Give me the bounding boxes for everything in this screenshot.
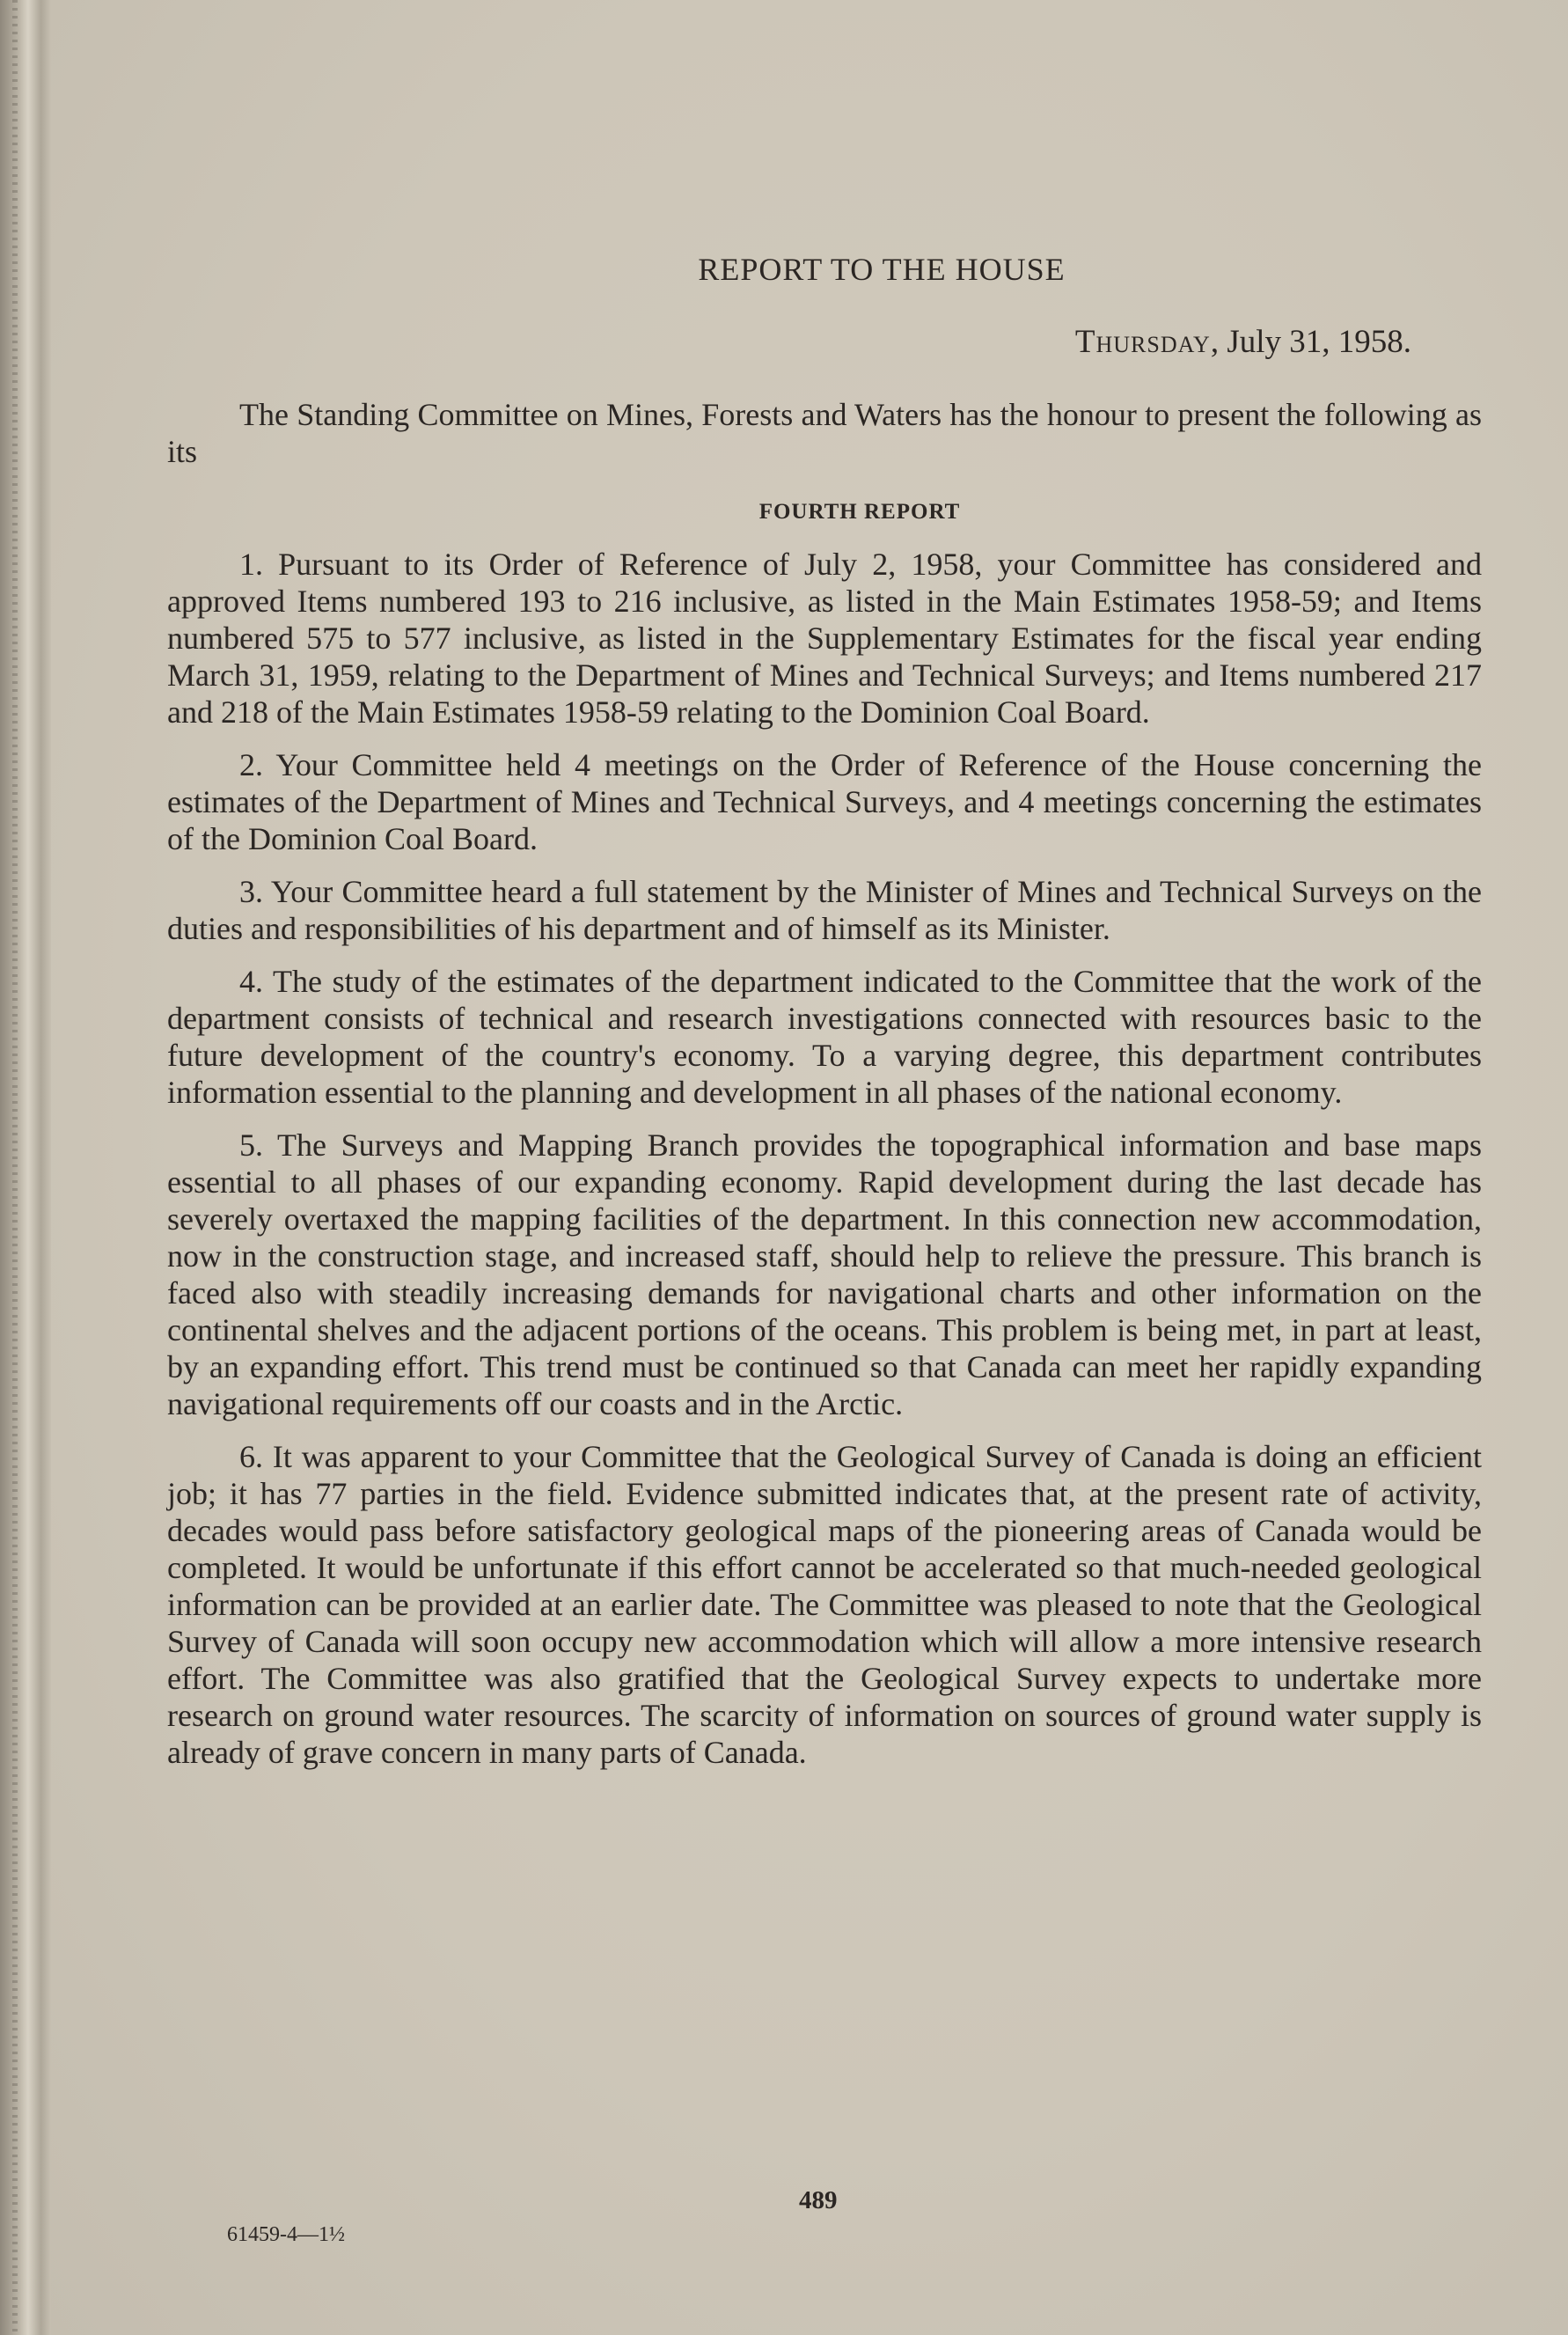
book-binding-edge [0,0,51,2335]
date-weekday: Thursday [1074,324,1211,360]
date-rest: , July 31, 1958. [1210,324,1411,360]
intro-paragraph: The Standing Committee on Mines, Forests and Waters has the honour to present the following as its [167,397,1482,469]
page-number: 489 [799,2186,838,2214]
paragraph-3: 3. Your Committee heard a full statement by the Minister of Mines and Technical Surveys on the duties and responsibilities of his department and of himself as its Minister. [167,874,1482,946]
paragraph-2: 2. Your Committee held 4 meetings on the Order of Reference of the House concerning the estimates of the Department of Mines and Technical Surveys, and 4 meetings concerning the estimates of the Dominion Coal Board. [167,747,1482,856]
report-body [167,251,1482,1787]
print-code: 61459-4—1½ [227,2223,345,2246]
report-date [167,323,1482,361]
paragraph-4: 4. The study of the estimates of the department indicated to the Committee that the work of the department consists of technical and research investigations connected with resources basic to the future development of the country's economy. To a varying degree, this department contributes information essential to the planning and development in all phases of the national economy. [167,964,1482,1110]
document-page [51,0,1568,2335]
paragraph-1: 1. Pursuant to its Order of Reference of July 2, 1958, your Committee has considered and approved Items numbered 193 to 216 inclusive, as listed in the Main Estimates 1958-59; and Items numbered 575 to 577 inclusive, as listed in the Supplementary Estimates for the fiscal year ending March 31, 1959, relating to the Department of Mines and Technical Surveys; and Items numbered 217 and 218 of the Main Estimates 1958-59 relating to the Dominion Coal Board. [167,547,1482,730]
report-title: REPORT TO THE HOUSE [698,252,1066,287]
paragraph-5: 5. The Surveys and Mapping Branch provides the topographical information and base maps essential to all phases of our expanding economy. Rapid development during the last decade has severely overtaxed the mapping facilities of the department. In this connection new accommodation, now in the construction stage, and increased staff, should help to relieve the pressure. This branch is faced also with steadily increasing demands for navigational charts and other information on the continental shelves and the adjacent portions of the oceans. This problem is being met, in part at least, by an expanding effort. This trend must be continued so that Canada can meet her rapidly expanding navigational requirements off our coasts and in the Arctic. [167,1127,1482,1421]
report-subheading: FOURTH REPORT [758,500,961,524]
paragraph-6: 6. It was apparent to your Committee that the Geological Survey of Canada is doing an efficient job; it has 77 parties in the field. Evidence submitted indicates that, at the present rate of activity, decades would pass before satisfactory geological maps of the pioneering areas of Canada would be completed. It would be unfortunate if this effort cannot be accelerated so that much-needed geological information can be provided at an earlier date. The Committee was pleased to note that the Geological Survey of Canada will soon occupy new accommodation which will allow a more intensive research effort. The Committee was also gratified that the Geological Survey expects to undertake more research on ground water resources. The scarcity of information on sources of ground water supply is already of grave concern in many parts of Canada. [167,1439,1482,1770]
